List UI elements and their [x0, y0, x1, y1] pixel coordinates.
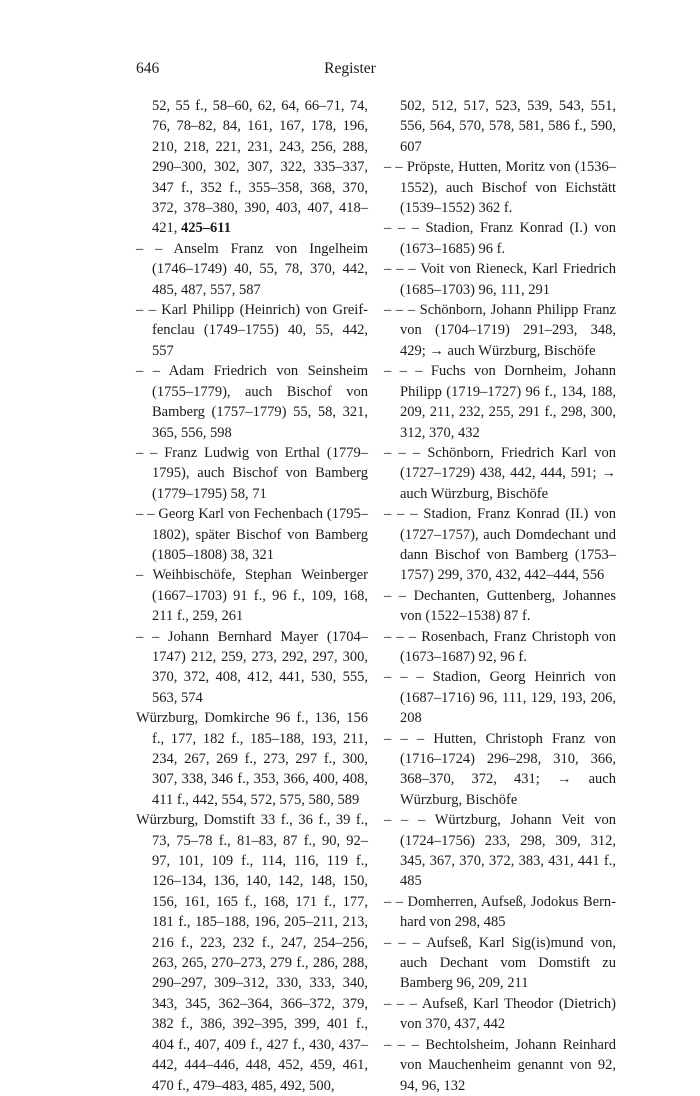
index-column-right [384, 96, 616, 1096]
index-entry [136, 300, 368, 361]
index-entry-text: 502, 512, 517, 523, 539, 543, 551, 556, 564, 570, 578, 581, 586 f., 590, 607 [400, 98, 616, 155]
index-entry-text: – – – Aufseß, Karl Theodor (Dietrich) von 370, 437, 442 [384, 995, 616, 1033]
index-entry-text: – – Dechanten, Guttenberg, Johannes von (1522–1538) 87 f. [384, 587, 616, 625]
index-entry-text: – Weihbischöfe, Stephan Weinberger (1667–1703) 91 f., 96 f., 109, 168, 211 f., 259, 261 [136, 567, 368, 625]
index-entry [136, 810, 368, 1096]
index-entry [136, 565, 368, 626]
index-entry-text: – – Franz Ludwig von Erthal (1779–1795), auch Bischof von Bamberg (1779–1795) 58, 71 [136, 444, 368, 502]
index-entry [384, 157, 616, 218]
index-entry [136, 361, 368, 443]
index-entry-text: – – – Aufseß, Karl Sig(is)mund von, auch Dechant vom Domstift zu Bamberg 96, 209, 211 [384, 934, 616, 992]
index-entry [384, 300, 616, 361]
index-entry [136, 504, 368, 565]
index-entry [384, 504, 616, 586]
index-entry [384, 1035, 616, 1096]
index-entry [384, 810, 616, 892]
index-entry-text: – – Johann Bernhard Mayer (1704–1747) 212, 259, 273, 292, 297, 300, 370, 372, 408, 412, 441, 530, 555, 563, 574 [136, 628, 368, 706]
index-entry-text: – – Anselm Franz von Ingelheim (1746–1749) 40, 55, 78, 370, 442, 485, 487, 557, 587 [136, 240, 368, 298]
index-entry-text: – – – Hutten, Christoph Franz von (1716–1724) 296–298, 310, 366, 368–370, 372, 431; → auch Würzburg, Bischöfe [384, 730, 616, 808]
index-entry [384, 994, 616, 1035]
index-entry [384, 627, 616, 668]
index-entry-bold-pages: 425–611 [181, 220, 231, 237]
index-entry-text: 52, 55 f., 58–60, 62, 64, 66–71, 74, 76, 78–82, 84, 161, 167, 178, 196, 210, 218, 221, 231, 243, 256, 288, 290–300, 302, 307, 322, 335–337, 347 f., 352 f., 355–358, 368, 370, 372, 378–380, 390, 403, 407, 418–421, [152, 98, 368, 237]
index-entry-text: Würzburg, Domstift 33 f., 36 f., 39 f., 73, 75–78 f., 81–83, 87 f., 90, 92–97, 101, 109 f., 114, 116, 119 f., 126–134, 136, 140, 142, 148, 150, 156, 161, 165 f., 168, 171 f., 177, 181 f., 185–188, 196, 205–211, 213, 216 f., 223, 232 f., 247, 254–256, 263, 265, 270–273, 279 f., 286, 288, 290–297, 309–312, 330, 333, 340, 343, 345, 362–364, 366–372, 379, 382 f., 386, 392–395, 399, 401 f., 404 f., 407, 409 f., 427 f., 430, 437–442, 444–446, 448, 452, 459, 461, 470 f., 479–483, 485, 492, 500, [136, 812, 368, 1094]
index-entry-text: – – – Schönborn, Friedrich Karl von (1727–1729) 438, 442, 444, 591; → auch Würzburg, Bischöfe [384, 444, 616, 502]
index-entry [384, 729, 616, 811]
index-entry-text: – – – Stadion, Georg Heinrich von (1687–1716) 96, 111, 129, 193, 206, 208 [384, 669, 616, 727]
page-number: 646 [136, 60, 160, 77]
index-entry-text: – – – Fuchs von Dornheim, Johann Philipp (1719–1727) 96 f., 134, 188, 209, 211, 232, 255, 291 f., 298, 300, 312, 370, 432 [384, 363, 616, 441]
index-entry-text: – – – Würtzburg, Johann Veit von (1724–1756) 233, 298, 309, 312, 345, 367, 370, 372, 383, 431, 441 f., 485 [384, 812, 616, 890]
running-head: Register [324, 60, 376, 77]
index-entry [136, 96, 368, 239]
index-column-left [136, 96, 368, 1096]
index-entry [384, 586, 616, 627]
index-entry-text: – – Karl Philipp (Heinrich) von Greiffenclau (1749–1755) 40, 55, 442, 557 [136, 302, 368, 359]
index-entry [136, 627, 368, 709]
index-entry-text: – – – Stadion, Franz Konrad (I.) von (1673–1685) 96 f. [384, 220, 616, 257]
index-entry [136, 708, 368, 810]
index-entry [384, 933, 616, 994]
index-entry [384, 892, 616, 933]
index-entry-text: – – – Stadion, Franz Konrad (II.) von (1727–1757), auch Domdechant und dann Bischof von Bamberg (1753–1757) 299, 370, 432, 442–444, 556 [384, 506, 616, 584]
index-entry [384, 443, 616, 504]
index-entry-text: – – Adam Friedrich von Seinsheim (1755–1779), auch Bischof von Bamberg (1757–1779) 55, 58, 321, 365, 556, 598 [136, 363, 368, 441]
index-entry [384, 259, 616, 300]
index-entry [136, 443, 368, 504]
index-entry [384, 361, 616, 443]
index-entry [384, 96, 616, 157]
index-entry-text: – – – Rosenbach, Franz Christoph von (1673–1687) 92, 96 f. [384, 628, 616, 665]
index-entry [384, 667, 616, 728]
index-entry [136, 239, 368, 300]
index-entry [384, 218, 616, 259]
index-entry-text: – – Georg Karl von Fechenbach (1795–1802), später Bischof von Bamberg (1805–1808) 38, 321 [136, 506, 368, 563]
index-entry-text: – – – Voit von Rieneck, Karl Friedrich (1685–1703) 96, 111, 291 [384, 261, 616, 298]
index-entry-text: – – Pröpste, Hutten, Moritz von (1536–1552), auch Bischof von Eichstätt (1539–1552) 362 f. [384, 159, 616, 217]
index-entry-text: Würzburg, Domkirche 96 f., 136, 156 f., 177, 182 f., 185–188, 193, 211, 234, 267, 269 f., 273, 297 f., 300, 307, 338, 346 f., 353, 366, 400, 408, 411 f., 442, 554, 572, 575, 580, 589 [136, 710, 368, 808]
index-entry-text: – – Domherren, Aufseß, Jodokus Bernhard von 298, 485 [384, 893, 616, 931]
index-entry-text: – – – Schönborn, Johann Philipp Franz von (1704–1719) 291–293, 348, 429; → auch Würzburg, Bischöfe [384, 302, 616, 359]
index-entry-text: – – – Bechtolsheim, Johann Reinhard von Mauchenheim genannt von 92, 94, 96, 132 [384, 1036, 616, 1094]
